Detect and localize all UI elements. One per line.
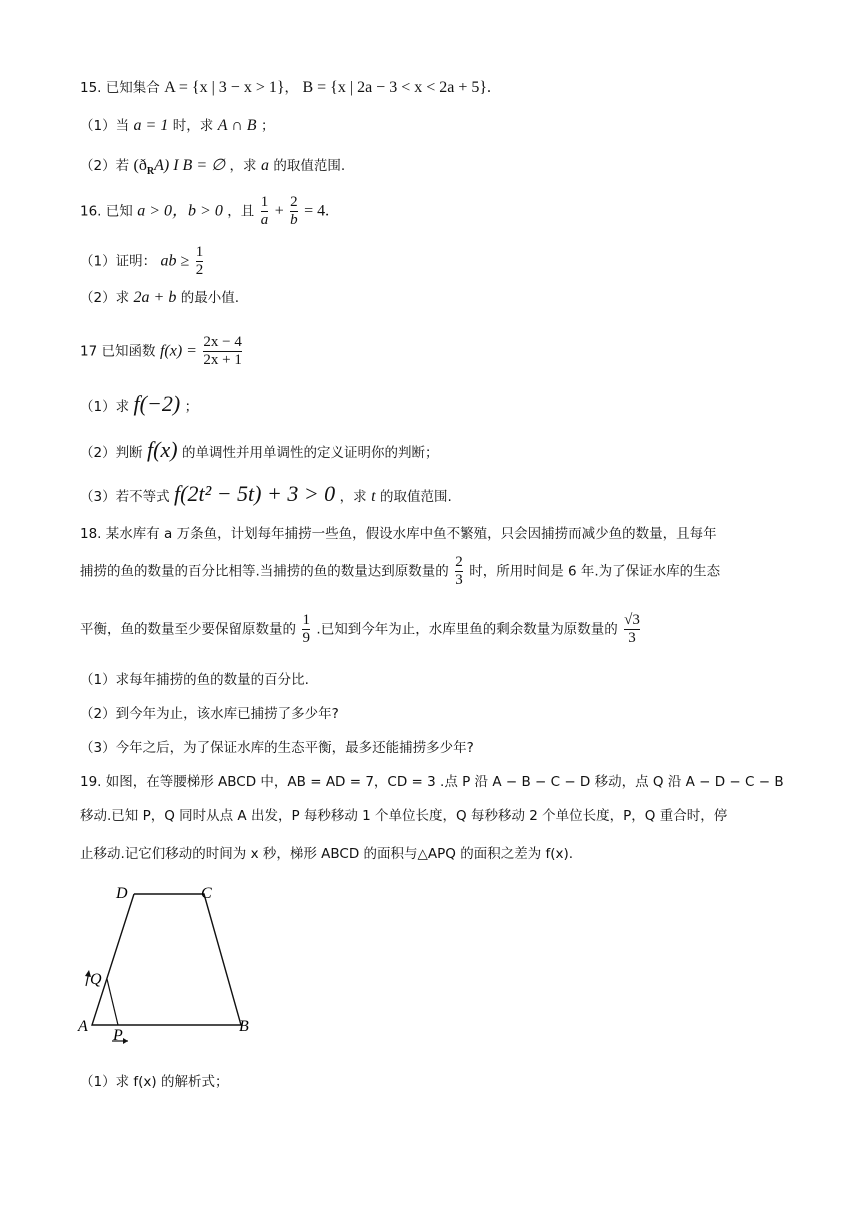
q15-part1: （1）当 a = 1 时，求 A ∩ B ；	[80, 117, 275, 134]
fraction: $\frac{1}{9}$	[302, 612, 310, 646]
label-p: P	[113, 1027, 123, 1044]
q17-stem: 17 已知函数 f(x) = $\frac{2x - 4}{2x + 1}$	[80, 334, 242, 368]
q18-part2: （2）到今年为止，该水库已捕捞了多少年?	[80, 706, 339, 722]
label-c: C	[201, 885, 212, 902]
q17-part3: （3）若不等式 f(2t² − 5t) + 3 > 0 ，求 t 的取值范围.	[80, 481, 452, 506]
segment-pq	[107, 979, 118, 1025]
trapezoid-outline	[92, 894, 241, 1025]
q17-part2: （2）判断 f(x) 的单调性并用单调性的定义证明你的判断；	[80, 437, 439, 462]
q16-part1: （1）证明： ab ≥ $\frac{1}{2}$	[80, 244, 204, 278]
q18-part3: （3）今年之后，为了保证水库的生态平衡，最多还能捕捞多少年?	[80, 740, 474, 756]
q18-part1: （1）求每年捕捞的鱼的数量的百分比.	[80, 672, 309, 688]
q16-part2: （2）求 2a + b 的最小值.	[80, 289, 240, 306]
q19-part1: （1）求 f(x) 的解析式；	[80, 1074, 229, 1090]
q19-line1: 19. 如图，在等腰梯形 ABCD 中，AB = AD = 7，CD = 3 .点 P 沿 A − B − C − D 移动，点 Q 沿 A − D − C − B	[80, 774, 784, 790]
fraction: $\frac{1}{2}$	[195, 244, 204, 278]
q19-line2: 移动.已知 P，Q 同时从点 A 出发，P 每秒移动 1 个单位长度，Q 每秒移动 2 个单位长度，P，Q 重合时，停	[80, 808, 728, 824]
arrow-p-head	[123, 1038, 128, 1044]
trapezoid-figure	[76, 878, 266, 1058]
label-a: A	[78, 1018, 88, 1035]
label-b: B	[239, 1018, 249, 1035]
q18-line2: 捕捞的鱼的数量的百分比相等.当捕捞的鱼的数量达到原数量的 $\frac{2}{3}$ 时，所用时间是 6 年.为了保证水库的生态	[80, 554, 721, 588]
q19-line3: 止移动.记它们移动的时间为 x 秒，梯形 ABCD 的面积与△APQ 的面积之差为 f(x).	[80, 846, 574, 862]
q15-stem: 15. 已知集合 A = {x | 3 − x > 1}， B = {x | 2a − 3 < x < 2a + 5}.	[80, 79, 492, 96]
fraction: $\frac{2x - 4}{2x + 1}$	[203, 334, 242, 368]
fraction: $\frac{2}{3}$	[455, 554, 463, 588]
fraction: $\frac{2}{b}$	[290, 194, 298, 228]
q15-part2: （2）若 $(ð_RA)$ I B = ∅ ，求 a 的取值范围.	[80, 157, 346, 178]
label-q: Q	[90, 971, 102, 988]
q18-line3: 平衡，鱼的数量至少要保留原数量的 $\frac{1}{9}$ .已知到今年为止，水库里鱼的剩余数量为原数量的 $\frac{√3}{3}$	[80, 612, 640, 646]
label-d: D	[116, 885, 128, 902]
fraction: $\frac{√3}{3}$	[624, 612, 640, 646]
q18-line1: 18. 某水库有 a 万条鱼，计划每年捕捞一些鱼，假设水库中鱼不繁殖，只会因捕捞而减少鱼的数量，且每年	[80, 526, 717, 542]
fraction: $\frac{1}{a}$	[260, 194, 269, 228]
q16-stem: 16. 已知 a > 0，b > 0 ，且 $\frac{1}{a}$ + $\frac{2}{b}$ = 4.	[80, 194, 330, 228]
q17-part1: （1）求 f(−2) ；	[80, 391, 199, 416]
